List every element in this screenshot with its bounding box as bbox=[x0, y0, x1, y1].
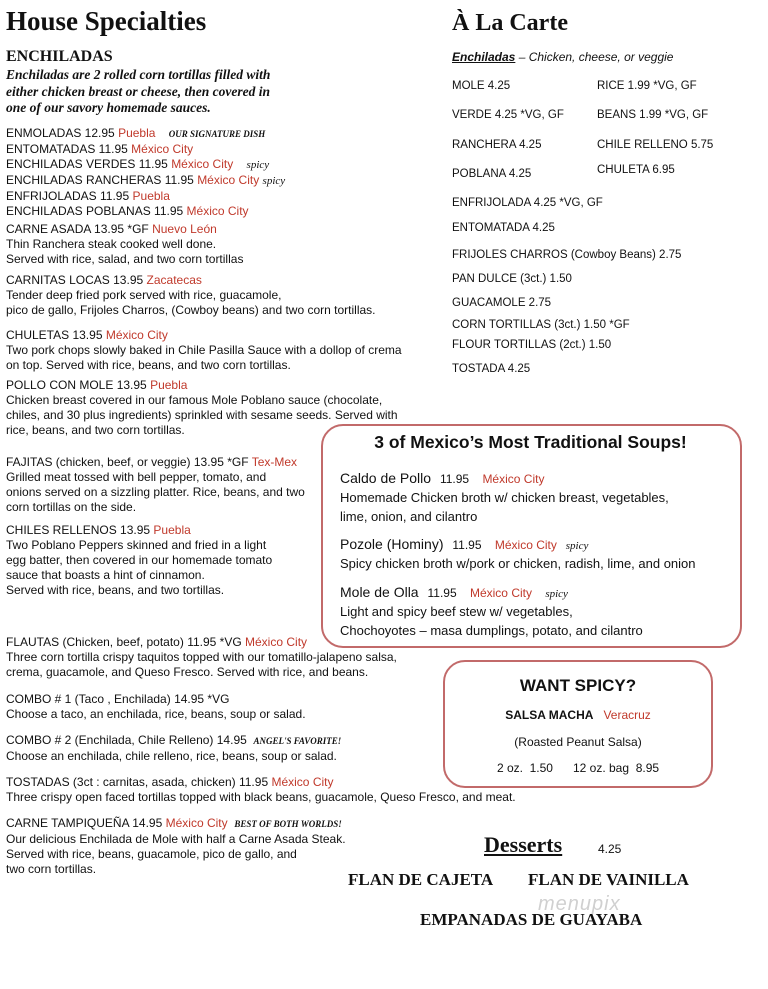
menu-item-pollo-con-mole: POLLO CON MOLE 13.95 Puebla Chicken breast covered in our famous Mole Poblano sauce (chocolate, chiles, and 30 plus ingredients) sprinkled with sesame seeds. Served with rice, beans, and two corn tortillas. bbox=[6, 378, 398, 437]
carte-item: BEANS 1.99 *VG, GF bbox=[597, 109, 709, 121]
carte-item: ENFRIJOLADA 4.25 *VG, GF bbox=[452, 197, 603, 209]
menu-item-entomatadas: ENTOMATADAS 11.95 México City bbox=[6, 142, 194, 156]
menu-item-combo-1: COMBO # 1 (Taco , Enchilada) 14.95 *VG Choose a taco, an enchilada, rice, beans, soup or salad. bbox=[6, 692, 306, 721]
dessert-flan-de-cajeta: FLAN DE CAJETA bbox=[348, 870, 494, 889]
a-la-carte-title: À La Carte bbox=[452, 10, 568, 36]
watermark: menupix bbox=[538, 893, 621, 915]
carte-item: CORN TORTILLAS (3ct.) 1.50 *GF bbox=[452, 319, 630, 331]
carte-item: PAN DULCE (3ct.) 1.50 bbox=[452, 273, 572, 285]
dessert-empanadas-de-guayaba: EMPANADAS DE GUAYABA bbox=[420, 910, 643, 929]
menu-item-flautas: FLAUTAS (Chicken, beef, potato) 11.95 *VG México City Three corn tortilla crispy taquitos topped with our tomatillo-jalapeno salsa, crema, guacamole, and Queso Fresco. Served with rice, and beans. bbox=[6, 635, 397, 679]
menu-item-combo-2: COMBO # 2 (Enchilada, Chile Relleno) 14.95 ANGEL'S FAVORITE! Choose an enchilada, chile relleno, rice, beans, soup or salad. bbox=[6, 733, 342, 763]
carte-item: RANCHERA 4.25 bbox=[452, 139, 542, 151]
soup-pozole: Pozole (Hominy) 11.95 México City spicy Spicy chicken broth w/pork or chicken, radish, lime, and onion bbox=[340, 536, 696, 571]
want-spicy-title: WANT SPICY? bbox=[519, 676, 637, 695]
enchiladas-heading: ENCHILADAS bbox=[6, 48, 113, 65]
carte-item: POBLANA 4.25 bbox=[452, 168, 532, 180]
soup-mole-de-olla: Mole de Olla 11.95 México City spicy Light and spicy beef stew w/ vegetables, Chochoyotes – masa dumplings, potato, and cilantro bbox=[340, 584, 643, 638]
dessert-flan-de-vainilla: FLAN DE VAINILLA bbox=[528, 870, 689, 889]
carte-item: VERDE 4.25 *VG, GF bbox=[452, 109, 564, 121]
menu-item-enchiladas-verdes: ENCHILADAS VERDES 11.95 México City spicy bbox=[6, 157, 270, 171]
carte-item: FLOUR TORTILLAS (2ct.) 1.50 bbox=[452, 339, 612, 351]
menu-item-carnitas-locas: CARNITAS LOCAS 13.95 Zacatecas Tender deep fried pork served with rice, guacamole, pico de gallo, Frijoles Charros, (Cowboy beans) and two corn tortillas. bbox=[6, 273, 376, 317]
desserts-title: Desserts bbox=[484, 832, 563, 857]
carte-item: MOLE 4.25 bbox=[452, 80, 511, 92]
menu-item-chiles-rellenos: CHILES RELLENOS 13.95 Puebla Two Poblano Peppers skinned and fried in a light egg batter, then covered in our homemade tomato sauce that boasts a hint of cinnamon. Served with rice, beans, and two tortillas. bbox=[6, 523, 273, 597]
carte-item: RICE 1.99 *VG, GF bbox=[597, 80, 697, 92]
menu-item-carne-asada: CARNE ASADA 13.95 *GF Nuevo León Thin Ranchera steak cooked well done. Served with rice, salad, and two corn tortillas bbox=[6, 222, 244, 266]
salsa-macha: SALSA MACHA Veracruz bbox=[505, 708, 651, 722]
menu-item-enchiladas-rancheras: ENCHILADAS RANCHERAS 11.95 México City spicy bbox=[6, 173, 286, 187]
soup-caldo-de-pollo: Caldo de Pollo 11.95 México City Homemade Chicken broth w/ chicken breast, vegetables, lime, onion, and cilantro bbox=[340, 470, 669, 524]
carte-enchiladas-heading: Enchiladas – Chicken, cheese, or veggie bbox=[452, 50, 674, 64]
desserts-price: 4.25 bbox=[598, 842, 622, 856]
carte-item: ENTOMATADA 4.25 bbox=[452, 222, 555, 234]
menu-item-tostadas: TOSTADAS (3ct : carnitas, asada, chicken) 11.95 México City Three crispy open faced tortillas topped with black beans, guacamole, Queso Fresco, and meat. bbox=[6, 775, 516, 804]
menu-item-enchiladas-poblanas: ENCHILADAS POBLANAS 11.95 México City bbox=[6, 204, 249, 218]
soups-title: 3 of Mexico’s Most Traditional Soups! bbox=[374, 432, 687, 452]
house-specialties-title: House Specialties bbox=[6, 6, 207, 36]
menu-item-enmoladas: ENMOLADAS 12.95 Puebla OUR SIGNATURE DISH bbox=[6, 126, 266, 140]
carte-item: GUACAMOLE 2.75 bbox=[452, 297, 552, 309]
menu-item-enfrijoladas: ENFRIJOLADAS 11.95 Puebla bbox=[6, 189, 170, 203]
menu-item-carne-tampiquena: CARNE TAMPIQUEÑA 14.95 México City BEST OF BOTH WORLDS! Our delicious Enchilada de Mole with half a Carne Asada Steak. Served with rice, beans, guacamole, pico de gallo, and two corn tortillas. bbox=[6, 816, 346, 876]
salsa-subtitle: (Roasted Peanut Salsa) bbox=[514, 735, 642, 749]
carte-item: CHILE RELLENO 5.75 bbox=[597, 139, 714, 151]
carte-item: CHULETA 6.95 bbox=[597, 164, 675, 176]
enchiladas-list bbox=[6, 126, 285, 219]
menu-item-chuletas: CHULETAS 13.95 México City Two pork chops slowly baked in Chile Pasilla Sauce with a dollop of crema on top. Served with rice, beans, and two corn tortillas. bbox=[6, 328, 402, 372]
carte-item: FRIJOLES CHARROS (Cowboy Beans) 2.75 bbox=[452, 249, 682, 261]
menu-item-fajitas: FAJITAS (chicken, beef, or veggie) 13.95 *GF Tex-Mex Grilled meat tossed with bell pepper, tomato, and onions served on a sizzling platter. Rice, beans, and two corn tortillas on the side. bbox=[6, 455, 305, 514]
salsa-sizes: 2 oz. 1.50 12 oz. bag 8.95 bbox=[496, 761, 660, 775]
carte-item: TOSTADA 4.25 bbox=[452, 363, 531, 375]
enchiladas-intro: Enchiladas are 2 rolled corn tortillas filled with either chicken breast or cheese, then covered in one of our savory homemade sauces. bbox=[6, 67, 271, 115]
